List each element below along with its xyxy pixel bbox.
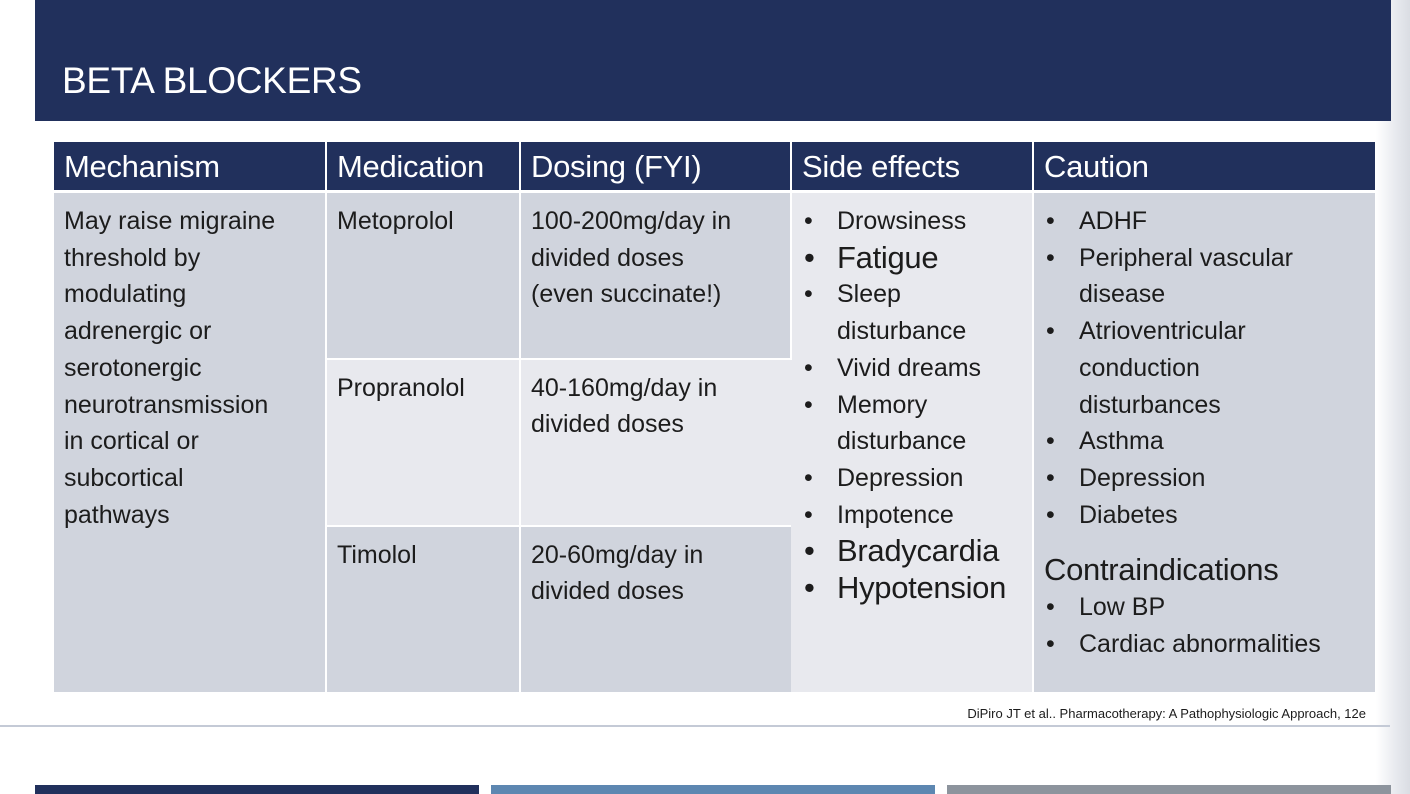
header-side-effects: Side effects: [791, 142, 1033, 192]
side-effect-text: Impotence: [837, 500, 954, 529]
mechanism-line: pathways: [64, 500, 170, 529]
caution-text: disturbances: [1079, 390, 1221, 419]
bullet-icon: •: [1046, 207, 1055, 235]
header-dosing: Dosing (FYI): [520, 142, 791, 192]
bullet-icon: •: [804, 500, 813, 529]
dosing-line: 20-60mg/day in: [531, 540, 704, 569]
caution-text: Depression: [1079, 463, 1206, 492]
list-item: [1044, 313, 1365, 423]
dosing-line: divided doses: [531, 243, 684, 272]
bullet-icon: •: [804, 239, 815, 275]
footer-bar-gray: [947, 785, 1391, 794]
slide-title: BETA BLOCKERS: [62, 60, 362, 101]
caution-text: Asthma: [1079, 427, 1164, 456]
beta-blockers-table: [54, 142, 1375, 692]
list-item: [802, 276, 1022, 349]
bullet-icon: •: [804, 570, 815, 606]
dosing-line: (even succinate!): [531, 280, 722, 309]
list-item: [802, 240, 1022, 277]
mechanism-line: in cortical or: [64, 427, 199, 456]
mechanism-line: adrenergic or: [64, 317, 212, 346]
side-effect-text: Bradycardia: [837, 533, 1000, 569]
list-item: [802, 203, 1022, 240]
list-item: [1044, 203, 1365, 240]
contraindication-text: Low BP: [1079, 593, 1166, 622]
side-effect-text: Drowsiness: [837, 207, 967, 235]
bullet-icon: •: [804, 390, 813, 419]
list-item: [802, 533, 1022, 570]
divider: [0, 725, 1390, 727]
footer-bar-navy: [35, 785, 479, 794]
bullet-icon: •: [1046, 463, 1055, 492]
dosing-line: 40-160mg/day in: [531, 373, 718, 402]
dosing-metoprolol: [520, 192, 791, 359]
caution-text: ADHF: [1079, 207, 1148, 235]
list-item: [802, 387, 1022, 460]
bullet-icon: •: [1046, 630, 1055, 659]
list-item: [1044, 626, 1365, 663]
bullet-icon: •: [1046, 243, 1055, 272]
caution-list: [1044, 203, 1365, 533]
side-effect-text: Hypotension: [837, 570, 1007, 606]
caution-text: conduction: [1079, 353, 1200, 382]
list-item: [802, 350, 1022, 387]
list-item: [1044, 589, 1365, 626]
caution-text: Diabetes: [1079, 500, 1178, 529]
dosing-propranolol: [520, 359, 791, 526]
mechanism-line: threshold by: [64, 243, 201, 272]
side-effect-text: disturbance: [837, 317, 967, 346]
list-item: [802, 570, 1022, 607]
medication-timolol: Timolol: [326, 526, 520, 692]
bullet-icon: •: [1046, 317, 1055, 346]
table-row: [54, 192, 1375, 359]
list-item: [1044, 240, 1365, 313]
mechanism-cell: [54, 192, 326, 692]
side-effects-list: [802, 203, 1022, 607]
side-effects-cell: [791, 192, 1033, 692]
footer-bar-blue: [491, 785, 935, 794]
caution-text: disease: [1079, 280, 1166, 309]
list-item: [1044, 460, 1365, 497]
bullet-icon: •: [1046, 500, 1055, 529]
contraindications-heading: Contraindications: [1044, 552, 1279, 588]
contraindication-text: Cardiac abnormalities: [1079, 630, 1321, 659]
dosing-line: divided doses: [531, 410, 684, 439]
list-item: [1044, 497, 1365, 534]
mechanism-line: May raise migraine: [64, 207, 276, 235]
caution-text: Atrioventricular: [1079, 317, 1246, 346]
header-caution: Caution: [1033, 142, 1375, 192]
bullet-icon: •: [1046, 593, 1055, 622]
dosing-line: 100-200mg/day in: [531, 207, 732, 235]
medication-metoprolol: Metoprolol: [326, 192, 520, 359]
mechanism-line: serotonergic: [64, 353, 202, 382]
dosing-line: divided doses: [531, 577, 684, 606]
bullet-icon: •: [1046, 427, 1055, 456]
side-effect-text: Depression: [837, 463, 964, 492]
side-effect-text: Memory: [837, 390, 928, 419]
header-medication: Medication: [326, 142, 520, 192]
list-item: [1044, 423, 1365, 460]
dosing-timolol: [520, 526, 791, 692]
side-effect-text: disturbance: [837, 427, 967, 456]
bullet-icon: •: [804, 353, 813, 382]
bullet-icon: •: [804, 533, 815, 569]
contraindications-list: [1044, 589, 1365, 662]
header-mechanism: Mechanism: [54, 142, 326, 192]
side-effect-text: Fatigue: [837, 239, 939, 275]
caution-cell: [1033, 192, 1375, 692]
bullet-icon: •: [804, 463, 813, 492]
mechanism-line: neurotransmission: [64, 390, 269, 419]
bullet-icon: •: [804, 207, 813, 235]
side-effect-text: Vivid dreams: [837, 353, 982, 382]
bullet-icon: •: [804, 280, 813, 309]
medication-propranolol: Propranolol: [326, 359, 520, 526]
list-item: [802, 497, 1022, 534]
mechanism-line: modulating: [64, 280, 187, 309]
caution-text: Peripheral vascular: [1079, 243, 1293, 272]
mechanism-line: subcortical: [64, 463, 184, 492]
citation: DiPiro JT et al.. Pharmacotherapy: A Pathophysiologic Approach, 12e: [967, 706, 1366, 721]
side-effect-text: Sleep: [837, 280, 901, 309]
table-header-row: [54, 142, 1375, 192]
list-item: [802, 460, 1022, 497]
